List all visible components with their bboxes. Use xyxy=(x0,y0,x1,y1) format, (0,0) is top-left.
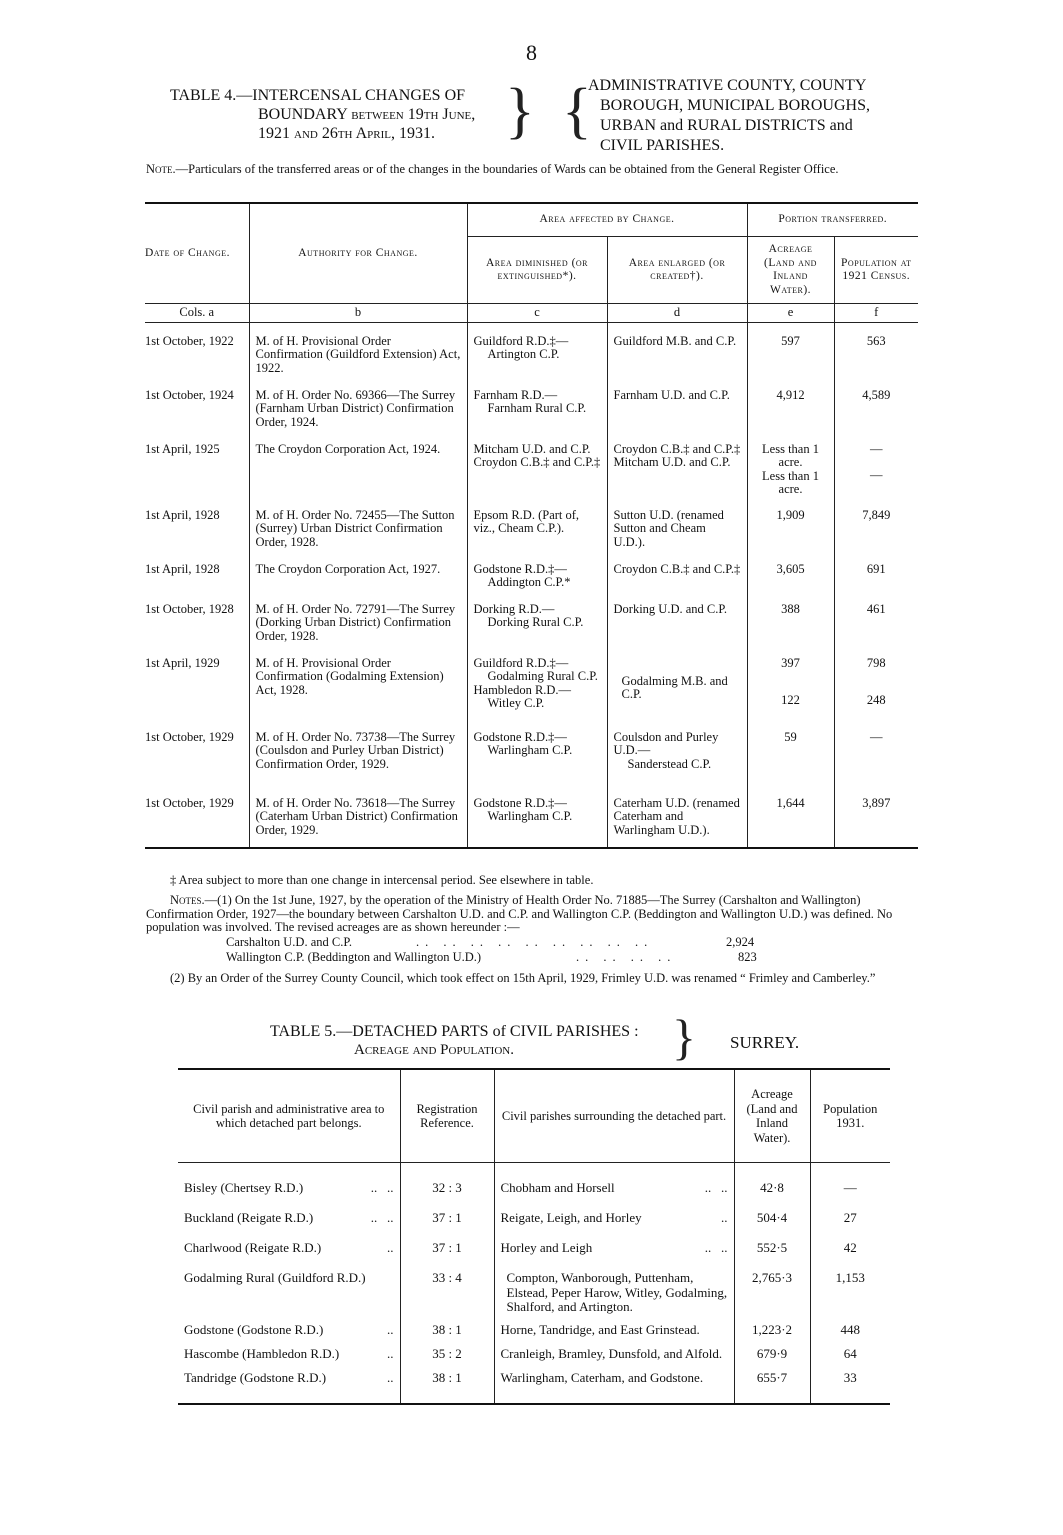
cell-diminished xyxy=(467,553,607,593)
cell-acreage: 1,223·2 xyxy=(734,1319,810,1343)
cell-enlarged: Caterham U.D. (renamed Caterham and Warlingham U.D.). xyxy=(607,787,747,848)
cell-acreage: 597 xyxy=(747,322,834,379)
cell-text: Bisley (Chertsey R.D.) xyxy=(184,1180,304,1195)
cell-surrounding: Horne, Tandridge, and East Grinstead. xyxy=(494,1319,734,1343)
cell-acreage: 42·8 xyxy=(734,1163,810,1200)
cell-ref: 37 : 1 xyxy=(400,1229,494,1259)
table-row xyxy=(145,647,918,721)
col-label-f: f xyxy=(874,305,879,319)
header-acreage: Acreage (Land and Inland Water). xyxy=(747,237,834,304)
header-date: Date of Change. xyxy=(145,203,249,304)
cell-authority: M. of H. Order No. 73738—The Surrey (Coulsdon and Purley Urban District) Confirmation Order, 1929. xyxy=(249,721,467,787)
cell-population: 3,897 xyxy=(862,795,891,810)
table-row xyxy=(145,553,918,593)
cell-surrounding: Reigate, Leigh, and Horley .. xyxy=(494,1199,734,1229)
table5-county: SURREY. xyxy=(730,1033,800,1052)
cell-text: 248 xyxy=(866,693,886,707)
cell-population: 448 xyxy=(840,1322,860,1337)
cell-text: Buckland (Reigate R.D.) xyxy=(184,1210,314,1225)
cell-surrounding: Compton, Wanborough, Puttenham, Elstead, Peper Harow, Witley, Godalming, Shalford, and Artington. xyxy=(494,1259,734,1319)
cell-population: 42 xyxy=(843,1240,857,1255)
cell-authority: M. of H. Order No. 69366—The Surrey (Farnham Urban District) Confirmation Order, 1924. xyxy=(249,379,467,433)
cell-acreage xyxy=(747,647,834,721)
cell-ref: 38 : 1 xyxy=(400,1319,494,1343)
cell-acreage: 552·5 xyxy=(734,1229,810,1259)
cell-text: Farnham Rural C.P. xyxy=(487,401,587,415)
cell-parish: Buckland (Reigate R.D.) .. .. xyxy=(178,1199,400,1229)
table-row xyxy=(145,379,918,433)
table4-note xyxy=(146,162,922,177)
cell-date: 1st October, 1928 xyxy=(145,593,249,647)
cell-population: 1,153 xyxy=(835,1270,865,1285)
cell-population xyxy=(834,647,918,721)
cell-surrounding: Horley and Leigh .. .. xyxy=(494,1229,734,1259)
table-row xyxy=(145,593,918,647)
cell-text: Guildford R.D.‡— xyxy=(473,333,569,348)
cell-enlarged: Guildford M.B. and C.P. xyxy=(607,322,747,379)
cell-population: 4,589 xyxy=(862,387,891,402)
cell-text: — xyxy=(870,468,883,482)
cell-acreage: 679·9 xyxy=(734,1343,810,1367)
cell-acreage: 59 xyxy=(747,721,834,787)
cell-ref: 32 : 3 xyxy=(400,1163,494,1200)
cell-acreage: 1,909 xyxy=(747,499,834,553)
cell-text: Godstone R.D.‡— xyxy=(473,561,567,576)
cell-text: Tandridge (Godstone R.D.) xyxy=(184,1370,327,1385)
revised-row-1 xyxy=(146,936,922,951)
cell-population: — xyxy=(843,1180,857,1195)
leader-dots: .. .. .. .. xyxy=(576,949,677,964)
table-row xyxy=(178,1343,890,1367)
table4-footnote: ‡ Area subject to more than one change in intercensal period. See elsewhere in table. xyxy=(170,873,594,887)
header-diminished: Area diminished (or extinguished*). xyxy=(467,237,607,304)
cell-date: 1st April, 1928 xyxy=(145,553,249,593)
table4-notes xyxy=(146,894,922,985)
cell-text: Charlwood (Reigate R.D.) xyxy=(184,1240,322,1255)
cell-text: Mitcham U.D. and C.P. xyxy=(613,455,731,469)
table4-title xyxy=(170,86,520,143)
cell-text: Godstone R.D.‡— xyxy=(473,729,567,744)
revised-name: Wallington C.P. (Beddington and Wallington U.D.) xyxy=(226,949,482,964)
cell-diminished xyxy=(467,721,607,787)
cell-text: Warlingham C.P. xyxy=(487,743,573,757)
table4-title-line3: 1921 and 26th April, 1931. xyxy=(258,125,436,142)
cell-text: Godalming Rural C.P. xyxy=(487,669,598,683)
cell-date: 1st October, 1929 xyxy=(145,721,249,787)
cell-text: Less than 1 acre. xyxy=(762,468,819,496)
cell-population: 64 xyxy=(843,1346,857,1361)
cell-population xyxy=(834,433,918,499)
cell-text: Chobham and Horsell xyxy=(500,1180,615,1195)
scope-line2: BOROUGH, MUNICIPAL BOROUGHS, xyxy=(600,97,870,114)
cell-text: Mitcham U.D. and C.P. xyxy=(473,441,591,456)
cell-surrounding: Chobham and Horsell .. .. xyxy=(494,1163,734,1200)
cell-enlarged: Sutton U.D. (renamed Sutton and Cheam U.D.). xyxy=(607,499,747,553)
cell-ref: 33 : 4 xyxy=(400,1259,494,1319)
notes-label: Notes. xyxy=(170,893,205,907)
cell-authority: M. of H. Provisional Order Confirmation (Guildford Extension) Act, 1922. xyxy=(249,322,467,379)
page-number: 8 xyxy=(526,40,537,65)
scope-line4: CIVIL PARISHES. xyxy=(600,137,725,154)
cell-text: Godstone (Godstone R.D.) xyxy=(184,1322,324,1337)
cell-surrounding: Cranleigh, Bramley, Dunsfold, and Alfold. xyxy=(494,1343,734,1367)
cell-text: Croydon C.B.‡ and C.P.‡ xyxy=(613,441,741,456)
cell-population: 691 xyxy=(866,561,886,576)
cell-enlarged: Dorking U.D. and C.P. xyxy=(607,593,747,647)
cell-ref: 38 : 1 xyxy=(400,1367,494,1404)
cell-diminished xyxy=(467,322,607,379)
cell-text: Godstone R.D.‡— xyxy=(473,795,567,810)
header-parish: Civil parish and administrative area to which detached part belongs. xyxy=(178,1069,400,1163)
table-row xyxy=(145,322,918,379)
cell-acreage: 4,912 xyxy=(747,379,834,433)
revised-row-2 xyxy=(146,951,922,966)
cell-text: Artington C.P. xyxy=(487,347,560,361)
table4-title-line2: BOUNDARY between 19th June, xyxy=(258,106,476,123)
cell-parish: Hascombe (Hambledon R.D.) .. xyxy=(178,1343,400,1367)
cell-text: Less than 1 acre. xyxy=(762,441,819,469)
table5-title-line1: TABLE 5.—DETACHED PARTS of CIVIL PARISHES : xyxy=(270,1023,639,1040)
table4-scope xyxy=(588,76,908,156)
cell-authority: M. of H. Order No. 73618—The Surrey (Caterham Urban District) Confirmation Order, 1929. xyxy=(249,787,467,848)
cell-text: 397 xyxy=(781,655,800,670)
cell-text: Croydon C.B.‡ and C.P.‡ xyxy=(473,455,601,469)
notes-2: (2) By an Order of the Surrey County Council, which took effect on 15th April, 1929, Frimley U.D. was renamed “ Frimley and Camberley.” xyxy=(170,970,876,985)
cell-population: 461 xyxy=(866,601,886,616)
table-row xyxy=(145,721,918,787)
cell-population: — xyxy=(870,729,883,744)
cell-parish: Tandridge (Godstone R.D.) .. xyxy=(178,1367,400,1404)
cell-enlarged: Farnham U.D. and C.P. xyxy=(607,379,747,433)
cell-authority: M. of H. Order No. 72455—The Sutton (Surrey) Urban District Confirmation Order, 1928. xyxy=(249,499,467,553)
col-label-a: Cols. a xyxy=(145,304,249,323)
cell-enlarged: Croydon C.B.‡ and C.P.‡ xyxy=(607,553,747,593)
cell-text: 122 xyxy=(781,693,800,707)
right-brace-icon: } xyxy=(672,1009,696,1065)
table5 xyxy=(178,1068,890,1405)
header-enlarged: Area enlarged (or created†). xyxy=(607,237,747,304)
cell-enlarged: Godalming M.B. and C.P. xyxy=(607,647,747,721)
cell-parish: Godstone (Godstone R.D.) .. xyxy=(178,1319,400,1343)
header-area-affected: Area affected by Change. xyxy=(467,203,747,237)
cell-acreage: 504·4 xyxy=(734,1199,810,1229)
cell-date: 1st April, 1928 xyxy=(145,499,249,553)
cell-text: Sanderstead C.P. xyxy=(627,756,712,771)
cell-diminished xyxy=(467,593,607,647)
cell-population: 563 xyxy=(866,333,886,348)
cell-text: — xyxy=(870,441,883,456)
header-population: Population at 1921 Census. xyxy=(841,256,912,282)
header-portion: Portion transferred. xyxy=(747,203,918,237)
cell-text: 798 xyxy=(866,655,886,670)
cell-text: Farnham R.D.— xyxy=(473,387,558,402)
col-label-b: b xyxy=(249,304,467,323)
leader-dots: .. .. .. .. .. .. .. .. .. xyxy=(416,934,654,949)
cell-ref: 37 : 1 xyxy=(400,1199,494,1229)
left-brace-icon: { xyxy=(562,77,592,145)
scope-line1: ADMINISTRATIVE COUNTY, COUNTY xyxy=(588,77,867,94)
cell-date: 1st April, 1925 xyxy=(145,433,249,499)
table-row xyxy=(178,1163,890,1200)
cell-date: 1st October, 1929 xyxy=(145,787,249,848)
cell-text: Coulsdon and Purley U.D.— xyxy=(613,729,719,757)
cell-text: Dorking Rural C.P. xyxy=(487,615,584,629)
header-authority: Authority for Change. xyxy=(249,203,467,304)
cell-text: Guildford R.D.‡— xyxy=(473,655,569,670)
table-row xyxy=(145,787,918,848)
cell-population: 33 xyxy=(843,1370,857,1385)
table4 xyxy=(145,202,918,849)
cell-ref: 35 : 2 xyxy=(400,1343,494,1367)
notes-1: —(1) On the 1st June, 1927, by the operation of the Ministry of Health Order No. 71885—The Surrey (Carshalton and Wallington) Confirmation Order, 1927—the boundary between Carshalton U.D. and C.P. and Wallington C.P. (Beddington and Wallington U.D.) was defined. No population was involved. The revised acreages are as shown hereunder :— xyxy=(146,893,893,934)
cell-text: Witley C.P. xyxy=(487,696,545,710)
col-label-d: d xyxy=(607,304,747,323)
right-brace-icon: } xyxy=(505,77,535,145)
cell-date: 1st October, 1924 xyxy=(145,379,249,433)
cell-text: Addington C.P.* xyxy=(487,575,571,589)
cell-authority: The Croydon Corporation Act, 1924. xyxy=(249,433,467,499)
cell-text: Horley and Leigh xyxy=(500,1240,593,1255)
cell-enlarged xyxy=(607,433,747,499)
cell-acreage: 1,644 xyxy=(747,787,834,848)
table-row xyxy=(178,1367,890,1404)
cell-diminished xyxy=(467,433,607,499)
cell-population: 7,849 xyxy=(862,507,891,522)
header-acreage: Acreage (Land and Inland Water). xyxy=(734,1069,810,1163)
cell-population: 27 xyxy=(843,1210,857,1225)
table-row xyxy=(145,433,918,499)
table5-title xyxy=(270,1022,639,1060)
cell-authority: M. of H. Provisional Order Confirmation (Godalming Extension) Act, 1928. xyxy=(249,647,467,721)
cell-diminished xyxy=(467,647,607,721)
cell-parish: Charlwood (Reigate R.D.) .. xyxy=(178,1229,400,1259)
cell-diminished xyxy=(467,379,607,433)
revised-value: 823 xyxy=(738,949,757,964)
scope-line3: URBAN and RURAL DISTRICTS and xyxy=(600,117,853,134)
cell-authority: M. of H. Order No. 72791—The Surrey (Dorking Urban District) Confirmation Order, 1928. xyxy=(249,593,467,647)
header-surrounding: Civil parishes surrounding the detached part. xyxy=(494,1069,734,1163)
note-text: —Particulars of the transferred areas or of the changes in the boundaries of Wards can be obtained from the General Register Office. xyxy=(175,162,839,176)
table-row xyxy=(178,1319,890,1343)
cell-parish: Bisley (Chertsey R.D.) .. .. xyxy=(178,1163,400,1200)
table-row xyxy=(178,1259,890,1319)
table5-title-line2: Acreage and Population. xyxy=(354,1042,514,1058)
cell-acreage: 3,605 xyxy=(747,553,834,593)
revised-value: 2,924 xyxy=(726,934,755,949)
cell-text: Hambledon R.D.— xyxy=(473,682,572,697)
table-row xyxy=(178,1199,890,1229)
col-label-e: e xyxy=(747,304,834,323)
cell-text: Hascombe (Hambledon R.D.) xyxy=(184,1346,340,1361)
cell-enlarged xyxy=(607,721,747,787)
table-row xyxy=(178,1229,890,1259)
cell-acreage xyxy=(747,433,834,499)
cell-text: Dorking R.D.— xyxy=(473,601,555,616)
cell-text: Reigate, Leigh, and Horley xyxy=(500,1210,642,1225)
header-reference: Registration Reference. xyxy=(400,1069,494,1163)
cell-authority: The Croydon Corporation Act, 1927. xyxy=(249,553,467,593)
cell-acreage: 2,765·3 xyxy=(734,1259,810,1319)
col-label-c: c xyxy=(467,304,607,323)
revised-name: Carshalton U.D. and C.P. xyxy=(226,934,353,949)
cell-diminished xyxy=(467,787,607,848)
note-label: Note. xyxy=(146,162,176,176)
cell-acreage: 655·7 xyxy=(734,1367,810,1404)
cell-surrounding: Warlingham, Caterham, and Godstone. xyxy=(494,1367,734,1404)
cell-date: 1st October, 1922 xyxy=(145,322,249,379)
table4-title-line1: TABLE 4.—INTERCENSAL CHANGES OF xyxy=(170,87,466,104)
cell-parish: Godalming Rural (Guildford R.D.) xyxy=(178,1259,400,1319)
table-row xyxy=(145,499,918,553)
cell-date: 1st April, 1929 xyxy=(145,647,249,721)
header-population: Population 1931. xyxy=(823,1101,878,1130)
cell-acreage: 388 xyxy=(747,593,834,647)
cell-text: Warlingham C.P. xyxy=(487,809,573,823)
cell-diminished: Epsom R.D. (Part of, viz., Cheam C.P.). xyxy=(467,499,607,553)
